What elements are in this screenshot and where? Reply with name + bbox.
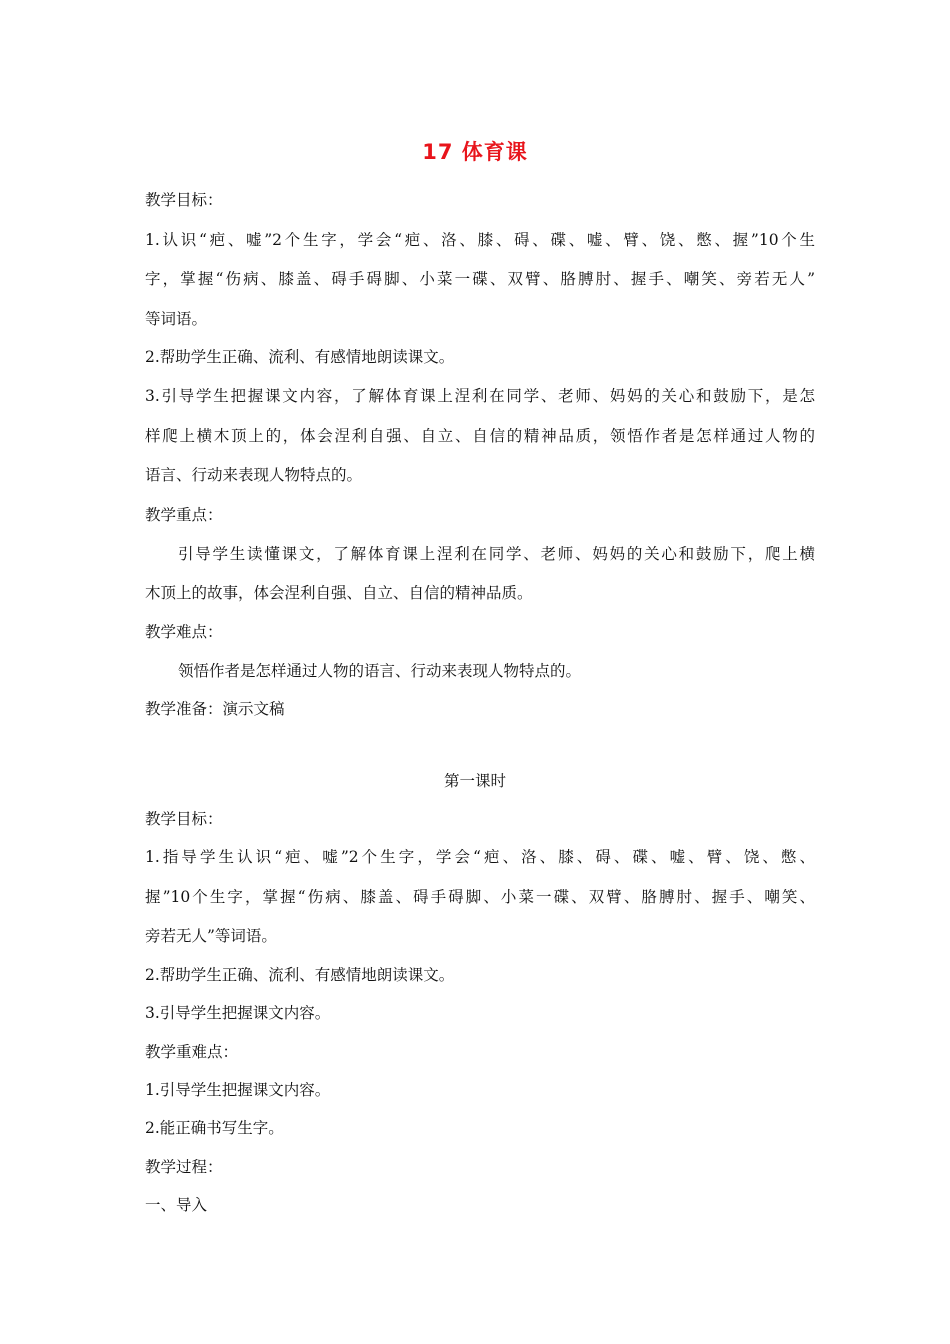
goal-3-line-2: 样爬上横木顶上的，体会涅利自强、自立、自信的精神品质，领悟作者是怎样通过人物的 bbox=[145, 427, 815, 445]
lesson1-key-difficulties-heading: 教学重难点： bbox=[145, 1043, 239, 1061]
lesson1-goal-2: 2.帮助学生正确、流利、有感情地朗读课文。 bbox=[145, 966, 455, 984]
goal-1-line-3: 等词语。 bbox=[145, 310, 208, 328]
process-heading: 教学过程： bbox=[145, 1158, 223, 1176]
goal-1-line-2: 字，掌握“伤病、膝盖、碍手碍脚、小菜一碟、双臂、胳膊肘、握手、嘲笑、旁若无人” bbox=[145, 270, 815, 288]
step-1-introduction: 一、导入 bbox=[145, 1196, 208, 1214]
preparation: 教学准备：演示文稿 bbox=[145, 700, 285, 718]
lesson1-goal-3: 3.引导学生把握课文内容。 bbox=[145, 1004, 331, 1022]
key-points-heading: 教学重点： bbox=[145, 506, 223, 524]
key-points-line-1: 引导学生读懂课文，了解体育课上涅利在同学、老师、妈妈的关心和鼓励下，爬上横 bbox=[178, 545, 815, 563]
lesson1-key-1: 1.引导学生把握课文内容。 bbox=[145, 1081, 331, 1099]
goal-1-line-1: 1.认识“疤、嘘”2个生字，学会“疤、洛、膝、碍、碟、嘘、臂、饶、憋、握”10个生 bbox=[145, 231, 815, 249]
lesson1-goal-1-line-1: 1.指导学生认识“疤、嘘”2个生字，学会“疤、洛、膝、碍、碟、嘘、臂、饶、憋、 bbox=[145, 848, 815, 866]
lesson1-goals-heading: 教学目标： bbox=[145, 810, 223, 828]
lesson1-goal-1-line-3: 旁若无人”等词语。 bbox=[145, 927, 277, 945]
first-lesson-heading: 第一课时 bbox=[443, 772, 506, 790]
key-points-line-2: 木顶上的故事，体会涅利自强、自立、自信的精神品质。 bbox=[145, 584, 533, 602]
difficulties-text: 领悟作者是怎样通过人物的语言、行动来表现人物特点的。 bbox=[178, 662, 582, 680]
difficulties-heading: 教学难点： bbox=[145, 623, 223, 641]
goal-2: 2.帮助学生正确、流利、有感情地朗读课文。 bbox=[145, 348, 455, 366]
lesson1-goal-1-line-2: 握”10个生字，掌握“伤病、膝盖、碍手碍脚、小菜一碟、双臂、胳膊肘、握手、嘲笑、 bbox=[145, 888, 815, 906]
goal-3-line-3: 语言、行动来表现人物特点的。 bbox=[145, 466, 363, 484]
lesson-title: 17 体育课 bbox=[422, 140, 528, 164]
teaching-goals-heading: 教学目标： bbox=[145, 191, 223, 209]
lesson1-key-2: 2.能正确书写生字。 bbox=[145, 1119, 284, 1137]
goal-3-line-1: 3.引导学生把握课文内容，了解体育课上涅利在同学、老师、妈妈的关心和鼓励下，是怎 bbox=[145, 387, 815, 405]
